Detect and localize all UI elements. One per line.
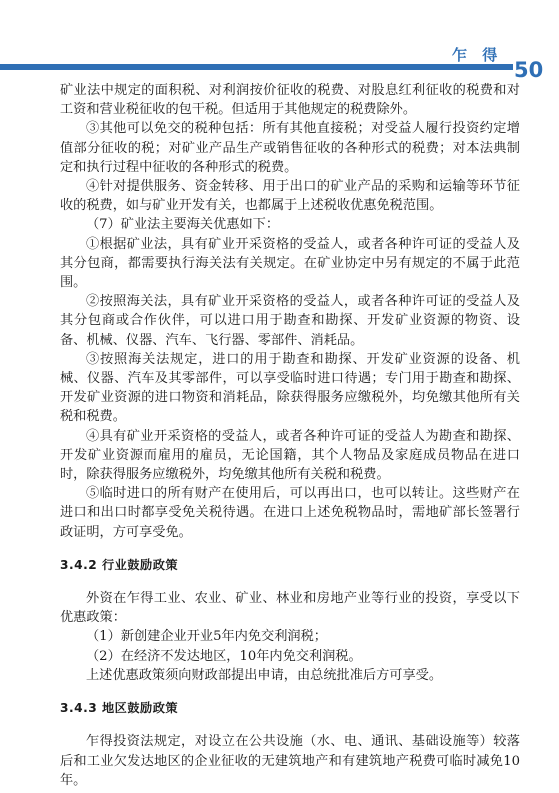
paragraph: ③按照海关法规定，进口的用于勘查和勘探、开发矿业资源的设备、机械、仪器、汽车及其零部件，可以享受临时进口待遇；专门用于勘查和勘探、开发矿业资源的进口物资和消耗品，除获得服务应缴税外，均免缴其他所有关税和税费。 [60,351,520,425]
paragraph: ⑤临时进口的所有财产在使用后，可以再出口，也可以转让。这些财产在进口和出口时都享受免关税待遇。在进口上述免税物品时，需地矿部长签署行政证明，方可享受免。 [60,486,520,540]
paragraph: ①根据矿业法，具有矿业开采资格的受益人，或者各种许可证的受益人及其分包商，都需要执行海关法有关规定。在矿业协定中另有规定的不属于此范围。 [60,236,520,291]
paragraph: ②按照海关法，具有矿业开采资格的受益人，或者各种许可证的受益人及其分包商或合作伙伴，可以进口用于勘查和勘探、开发矿业资源的物资、设备、机械、仪器、汽车、飞行器、零部件、消耗品。 [60,294,520,348]
list-item: （1）新创建企业开业5年内免交利润税； [86,629,327,645]
header-rule [0,64,513,70]
paragraph: （7）矿业法主要海关优惠如下： [86,217,280,233]
paragraph: 外资在乍得工业、农业、矿业、林业和房地产业等行业的投资，享受以下优惠政策： [60,591,520,626]
paragraph: 矿业法中规定的面积税、对利润按价征收的税费、对股息红利征收的税费和对工资和营业税征收的包干税。但适用于其他规定的税费除外。 [60,83,520,118]
paragraph: ④针对提供服务、资金转移、用于出口的矿业产品的采购和运输等环节征收的税费，如与矿业开发有关，也都属于上述税收优惠免税范围。 [60,179,520,214]
paragraph: 上述优惠政策须向财政部提出申请，由总统批准后方可享受。 [86,667,443,683]
page-number: 50 [514,58,544,82]
running-header-title: 乍 得 [452,46,503,64]
paragraph: ③其他可以免交的税种包括：所有其他直接税；对受益人履行投资约定增值部分征收的税；对矿业产品生产或销售征收的各种形式的税费；对本法典制定和执行过程中征收的各种形式的税费。 [60,121,520,175]
page-body [60,81,520,790]
list-item: （2）在经济不发达地区，10年内免交利润税。 [86,648,362,664]
paragraph: 乍得投资法规定，对设立在公共设施（水、电、通讯、基础设施等）较落后和工业欠发达地区的企业征收的无建筑地产和有建筑地产税费可临时减免10年。 [60,734,520,788]
section-heading: 3.4.3 地区鼓励政策 [60,701,179,716]
section-heading: 3.4.2 行业鼓励政策 [60,557,179,572]
paragraph: ④具有矿业开采资格的受益人，或者各种许可证的受益人为勘查和勘探、开发矿业资源而雇用的雇员，无论国籍，其个人物品及家庭成员物品在进口时，除获得服务应缴税外，均免缴其他所有关税和税费。 [60,428,520,483]
